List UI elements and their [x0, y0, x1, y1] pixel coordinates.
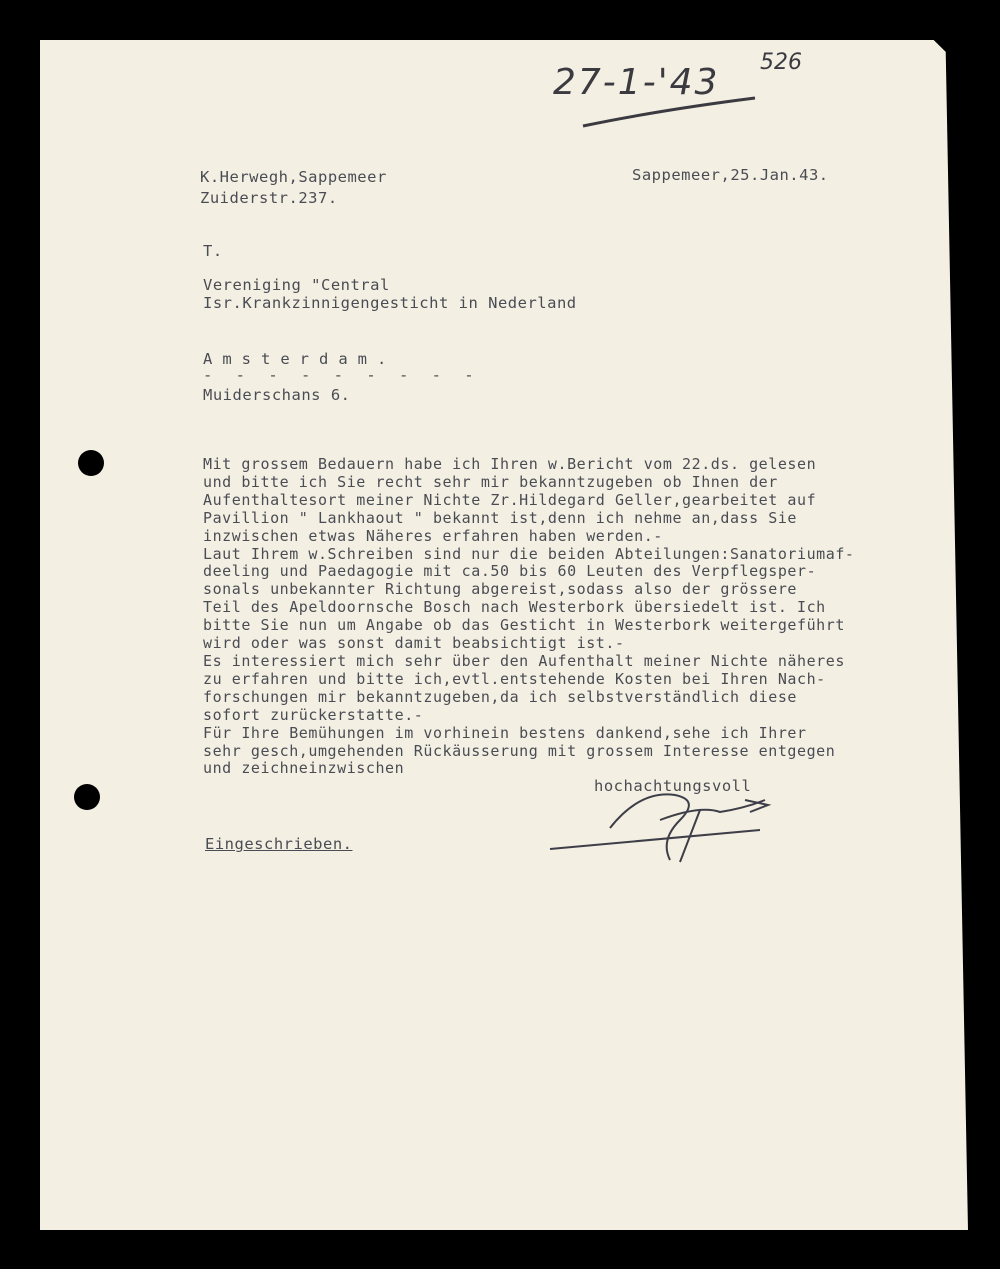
body-line: bitte Sie nun um Angabe ob das Gesticht in Westerbork weitergeführt: [203, 616, 845, 635]
body-line: und bitte ich Sie recht sehr mir bekanntzugeben ob Ihnen der: [203, 472, 778, 491]
body-line: wird oder was sonst damit beabsichtigt ist.-: [203, 634, 625, 653]
recipient-org-line1: Vereniging "Central: [203, 276, 390, 294]
recipient-city: Amsterdam.: [203, 350, 397, 368]
body-line: und zeichneinzwischen: [203, 759, 405, 778]
body-line: deeling und Paedagogie mit ca.50 bis 60 Leuten des Verpflegsper-: [203, 562, 817, 581]
place-date: Sappemeer,25.Jan.43.: [632, 166, 829, 184]
recipient-city-underline: - - - - - - - - -: [203, 366, 481, 384]
body-line: sonals unbekannter Richtung abgereist,sodass also der grössere: [203, 580, 798, 599]
recipient-street: Muiderschans 6.: [203, 386, 351, 404]
body-line: Es interessiert mich sehr über den Aufenthalt meiner Nichte näheres: [203, 651, 845, 670]
body-line: zu erfahren und bitte ich,evtl.entstehende Kosten bei Ihren Nach-: [203, 669, 826, 688]
body-line: sofort zurückerstatte.-: [203, 705, 424, 724]
page-number: 526: [760, 50, 802, 75]
closing: hochachtungsvoll: [594, 777, 752, 795]
body-line: forschungen mir bekanntzugeben,da ich selbstverständlich diese: [203, 687, 798, 706]
body-line: Für Ihre Bemühungen im vorhinein bestens dankend,sehe ich Ihrer: [203, 723, 807, 742]
recipient-org-line2: Isr.Krankzinnigengesticht in Nederland: [203, 294, 577, 312]
letter-body: [203, 456, 855, 778]
body-line: inzwischen etwas Näheres erfahren haben werden.-: [203, 526, 663, 545]
body-line: Laut Ihrem w.Schreiben sind nur die beiden Abteilungen:Sanatoriumaf-: [203, 544, 855, 563]
body-line: Mit grossem Bedauern habe ich Ihren w.Bericht vom 22.ds. gelesen: [203, 455, 817, 473]
body-line: Teil des Apeldoornsche Bosch nach Westerbork übersiedelt ist. Ich: [203, 598, 826, 617]
body-line: Pavillion " Lankhaout " bekannt ist,denn ich nehme an,dass Sie: [203, 508, 798, 527]
sender-name: K.Herwegh,Sappemeer: [200, 168, 387, 186]
handwritten-date: 27-1-'43: [553, 62, 720, 103]
sender-address: Zuiderstr.237.: [200, 189, 338, 207]
recipient-prefix: T.: [203, 242, 223, 260]
body-line: sehr gesch,umgehenden Rückäusserung mit grossem Interesse entgegen: [203, 741, 836, 760]
registered-note: Eingeschrieben.: [205, 835, 353, 853]
body-line: Aufenthaltesort meiner Nichte Zr.Hildegard Geller,gearbeitet auf: [203, 490, 817, 509]
